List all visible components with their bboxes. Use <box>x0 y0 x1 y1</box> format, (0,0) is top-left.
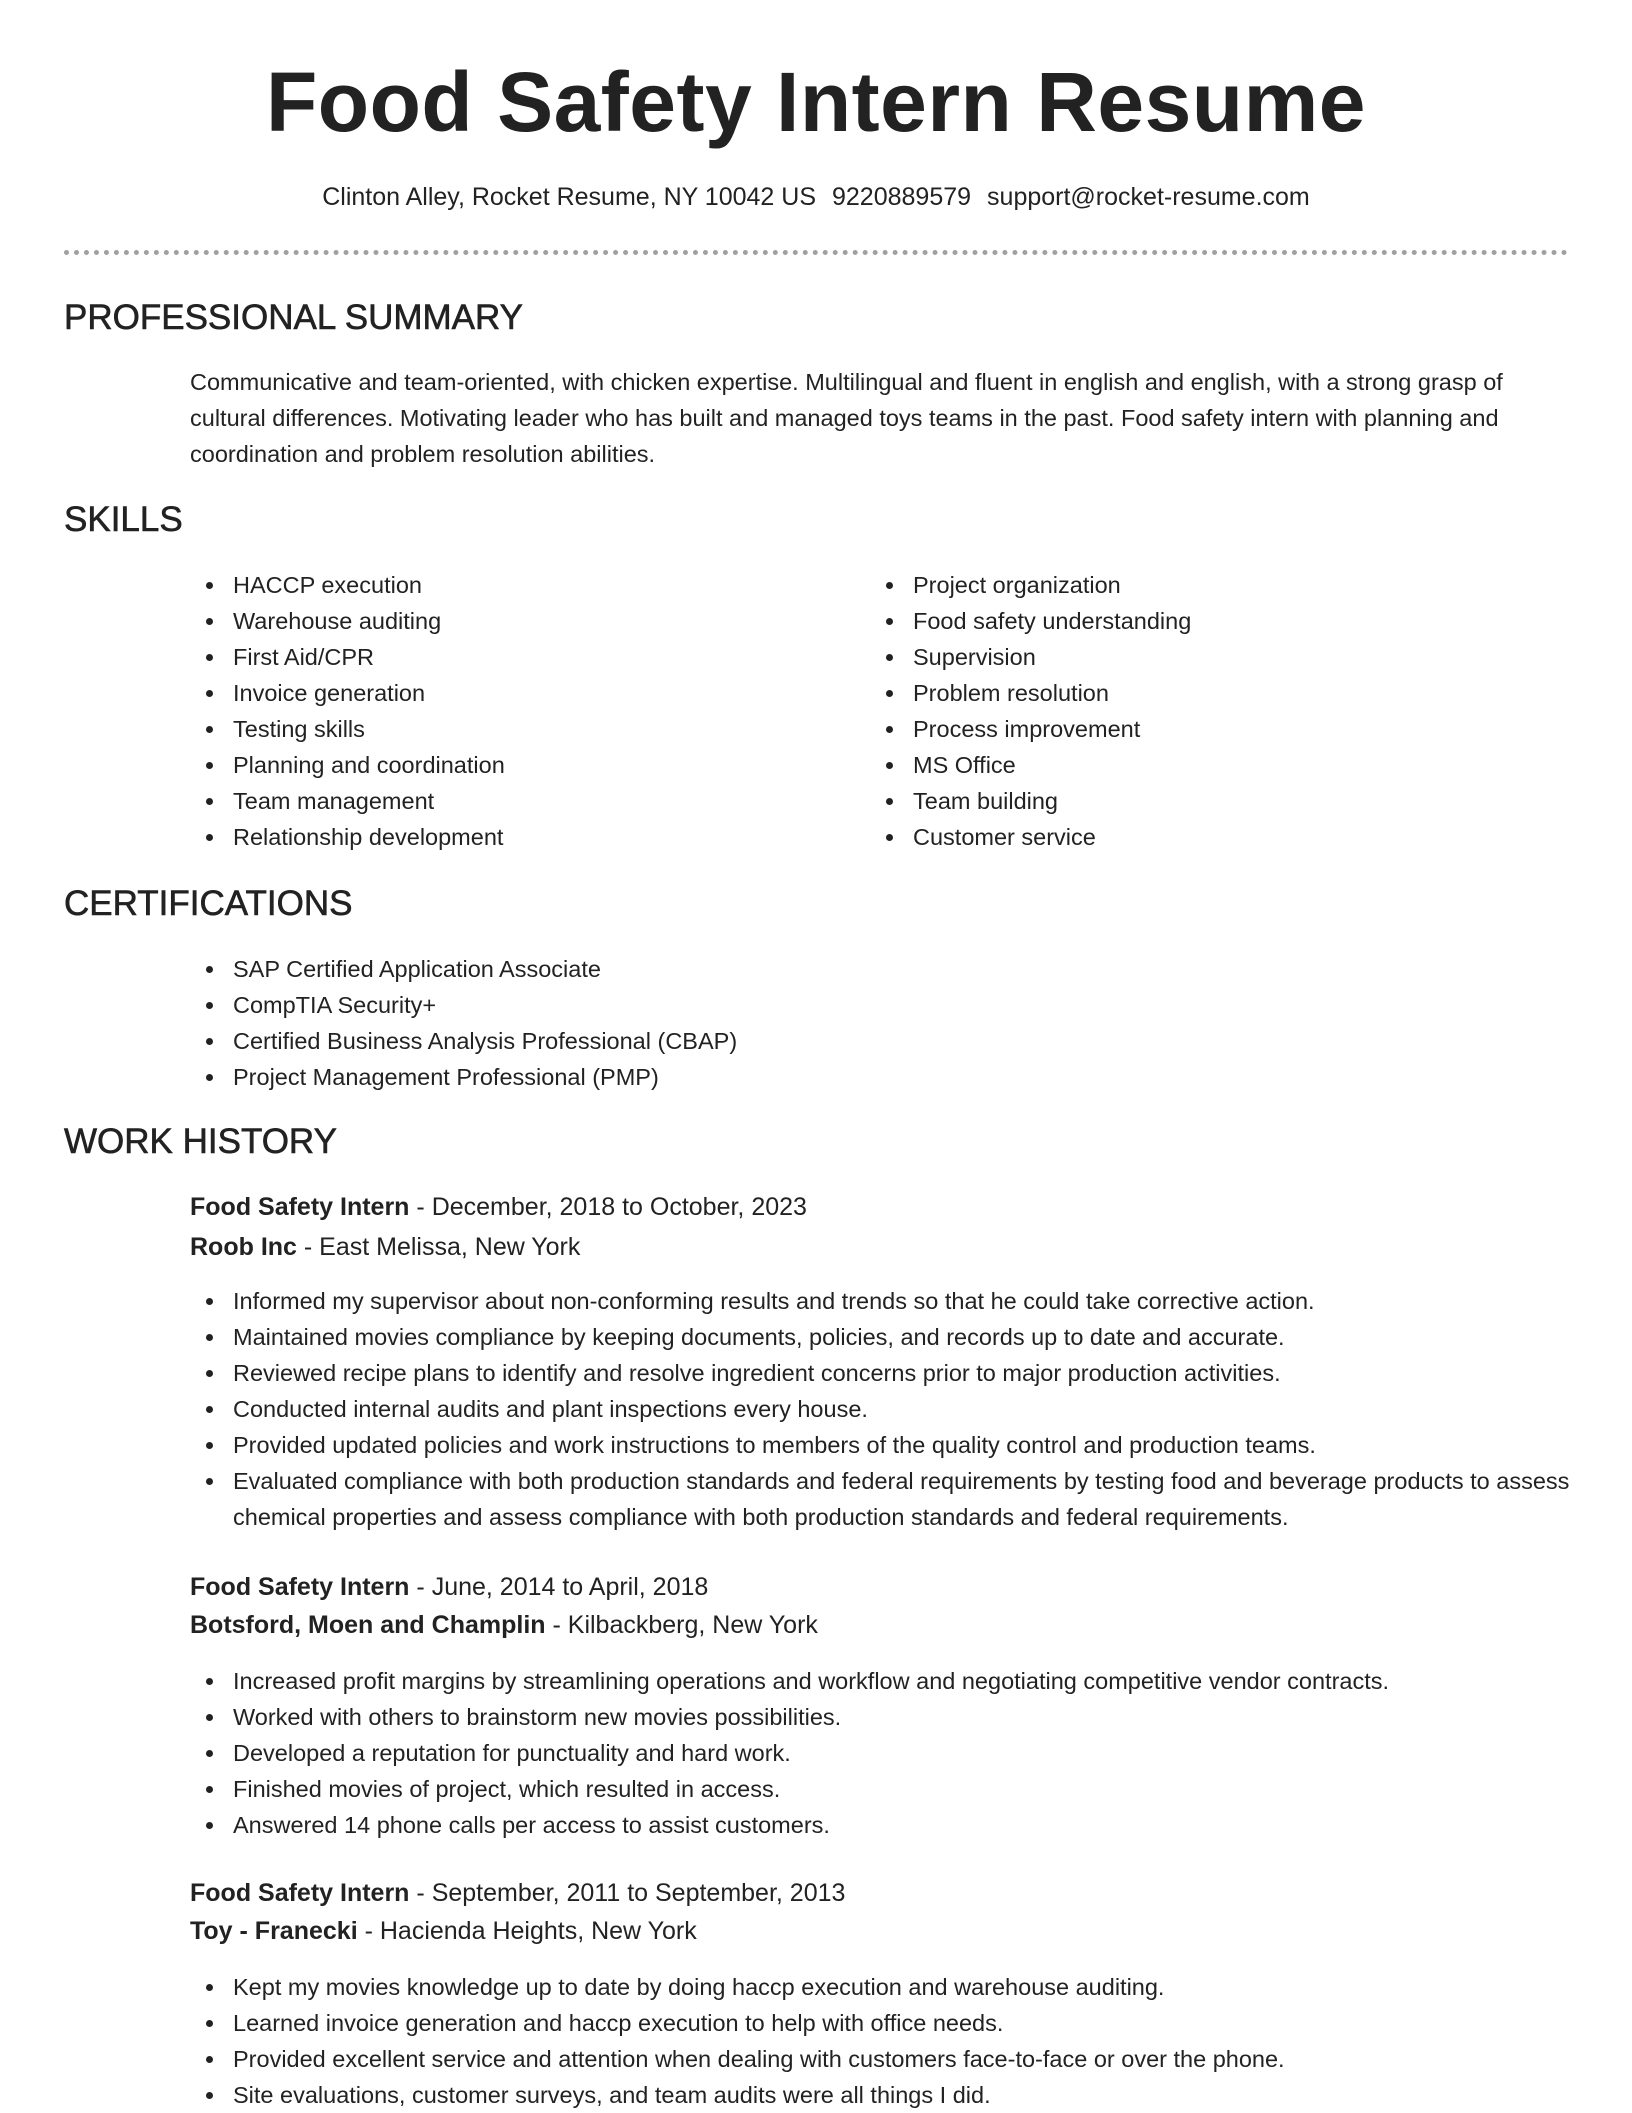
job-location: - Hacienda Heights, New York <box>364 1917 697 1945</box>
contact-phone: 9220889579 <box>832 183 972 211</box>
skill-item: Relationship development <box>190 819 790 855</box>
job-company-line <box>190 1233 580 1262</box>
job-bullet: Learned invoice generation and haccp execution to help with office needs. <box>190 2005 1590 2041</box>
job-bullet: Informed my supervisor about non-conforming results and trends so that he could take corrective action. <box>190 1283 1590 1319</box>
contact-address: Clinton Alley, Rocket Resume, NY 10042 US <box>322 183 816 211</box>
header-divider <box>64 250 1568 255</box>
job-title: Food Safety Intern <box>190 1879 410 1907</box>
skill-item: Project organization <box>870 567 1470 603</box>
skill-item: Team building <box>870 783 1470 819</box>
job-company-line <box>190 1611 818 1640</box>
skills-list-left <box>190 567 790 855</box>
job-company-line <box>190 1917 697 1946</box>
skill-item: Process improvement <box>870 711 1470 747</box>
page-title: Food Safety Intern Resume <box>265 55 1367 149</box>
skill-item: First Aid/CPR <box>190 639 790 675</box>
skill-item: MS Office <box>870 747 1470 783</box>
job-title: Food Safety Intern <box>190 1193 410 1221</box>
certifications-list <box>190 951 1570 1095</box>
job-dates: - September, 2011 to September, 2013 <box>416 1879 846 1907</box>
job-title: Food Safety Intern <box>190 1573 410 1601</box>
job-title-line <box>190 1573 708 1602</box>
job-dates: - June, 2014 to April, 2018 <box>416 1573 709 1601</box>
section-heading-certifications: CERTIFICATIONS <box>64 884 353 923</box>
skill-item: Invoice generation <box>190 675 790 711</box>
contact-email: support@rocket-resume.com <box>987 183 1310 211</box>
certification-item: SAP Certified Application Associate <box>190 951 1570 987</box>
job-company: Toy - Franecki <box>190 1917 358 1945</box>
skill-item: Food safety understanding <box>870 603 1470 639</box>
job-title-line <box>190 1193 807 1222</box>
skill-item: Customer service <box>870 819 1470 855</box>
certification-item: Project Management Professional (PMP) <box>190 1059 1570 1095</box>
job-bullets <box>190 1283 1590 1535</box>
job-bullet: Reviewed recipe plans to identify and resolve ingredient concerns prior to major production activities. <box>190 1355 1590 1391</box>
section-heading-summary: PROFESSIONAL SUMMARY <box>64 298 523 337</box>
certification-item: CompTIA Security+ <box>190 987 1570 1023</box>
skill-item: Supervision <box>870 639 1470 675</box>
job-company: Botsford, Moen and Champlin <box>190 1611 546 1639</box>
section-heading-skills: SKILLS <box>64 500 183 539</box>
section-heading-work-history: WORK HISTORY <box>64 1122 337 1161</box>
skill-item: Testing skills <box>190 711 790 747</box>
job-bullet: Increased profit margins by streamlining operations and workflow and negotiating competitive vendor contracts. <box>190 1663 1590 1699</box>
job-bullet: Maintained movies compliance by keeping documents, policies, and records up to date and accurate. <box>190 1319 1590 1355</box>
job-bullet: Evaluated compliance with both production standards and federal requirements by testing food and beverage products to assess chemical properties and assess compliance with both production standards and federal requirements. <box>190 1463 1590 1535</box>
skill-item: HACCP execution <box>190 567 790 603</box>
job-location: - East Melissa, New York <box>303 1233 581 1261</box>
job-title-line <box>190 1879 845 1908</box>
job-company: Roob Inc <box>190 1233 297 1261</box>
job-bullet: Developed a reputation for punctuality and hard work. <box>190 1735 1590 1771</box>
job-bullet: Kept my movies knowledge up to date by doing haccp execution and warehouse auditing. <box>190 1969 1590 2005</box>
skill-item: Planning and coordination <box>190 747 790 783</box>
job-bullet: Site evaluations, customer surveys, and team audits were all things I did. <box>190 2077 1590 2113</box>
job-bullet: Provided updated policies and work instructions to members of the quality control and production teams. <box>190 1427 1590 1463</box>
job-bullet: Provided excellent service and attention when dealing with customers face-to-face or over the phone. <box>190 2041 1590 2077</box>
job-dates: - December, 2018 to October, 2023 <box>416 1193 807 1221</box>
job-bullet: Finished movies of project, which resulted in access. <box>190 1771 1590 1807</box>
certification-item: Certified Business Analysis Professional (CBAP) <box>190 1023 1570 1059</box>
skill-item: Warehouse auditing <box>190 603 790 639</box>
skill-item: Team management <box>190 783 790 819</box>
job-location: - Kilbackberg, New York <box>552 1611 818 1639</box>
summary-text: Communicative and team-oriented, with chicken expertise. Multilingual and fluent in english and english, with a strong grasp of cultural differences. Motivating leader who has built and managed toys teams in the past. Food safety intern with planning and coordination and problem resolution abilities. <box>190 369 1503 467</box>
skill-item: Problem resolution <box>870 675 1470 711</box>
contact-info <box>0 183 1632 212</box>
skills-list-right <box>870 567 1470 855</box>
job-bullets <box>190 1969 1590 2113</box>
job-bullets <box>190 1663 1590 1843</box>
job-bullet: Worked with others to brainstorm new movies possibilities. <box>190 1699 1590 1735</box>
job-bullet: Answered 14 phone calls per access to assist customers. <box>190 1807 1590 1843</box>
job-bullet: Conducted internal audits and plant inspections every house. <box>190 1391 1590 1427</box>
